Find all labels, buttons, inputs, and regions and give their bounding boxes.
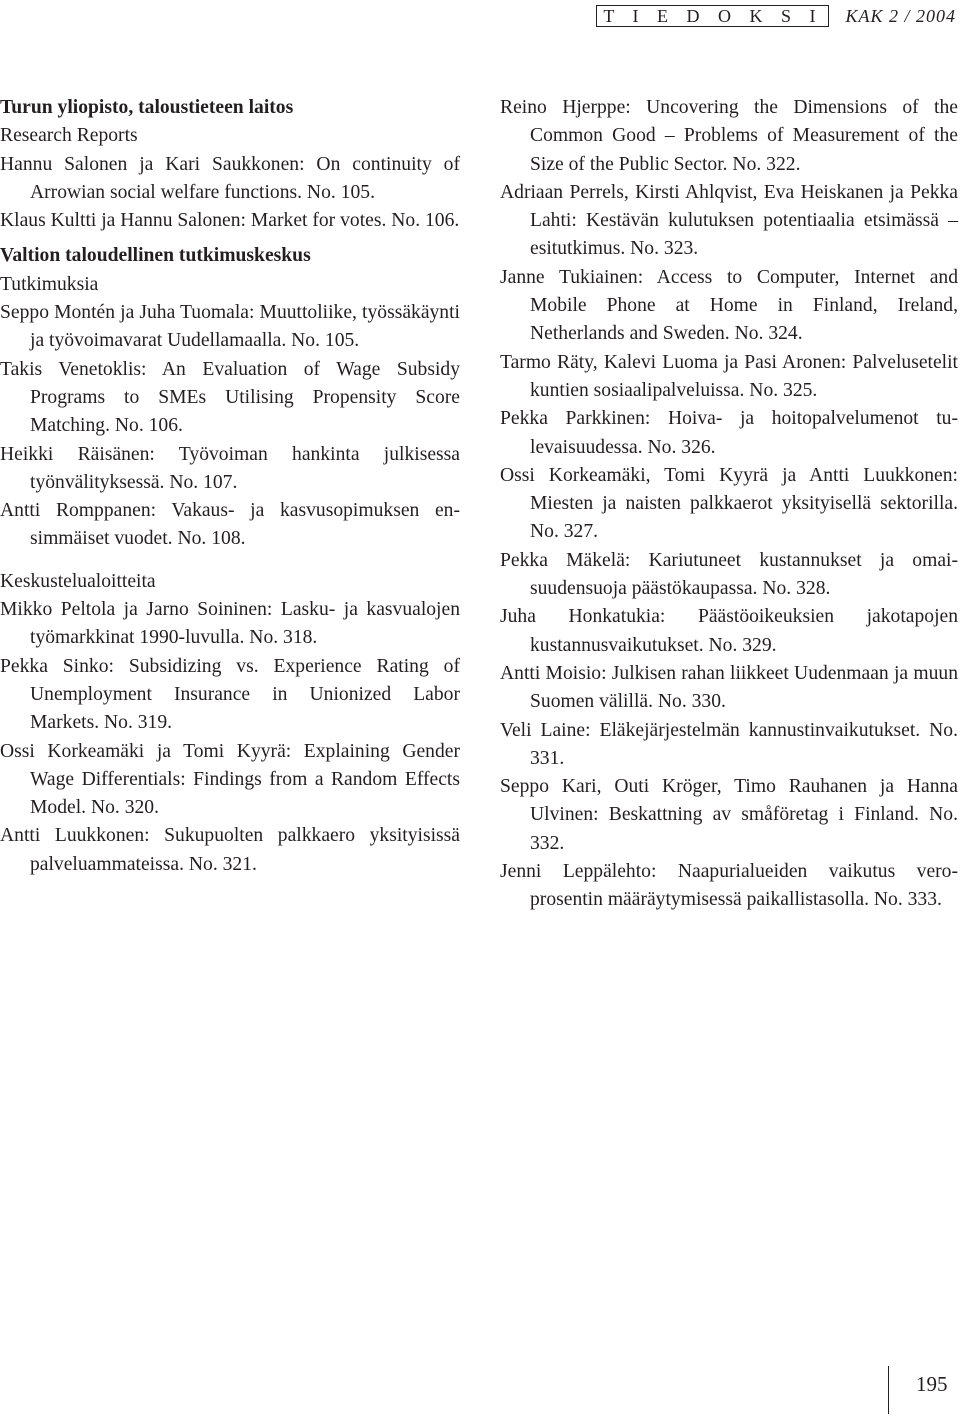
list-item: Jenni Leppälehto: Naapurialueiden vaikutus veroprosentin määräytymisessä paikallistasolla. No. 333.: [500, 861, 958, 911]
section-subtitle: Keskustelualoitteita: [0, 570, 156, 592]
section-vatt-tutkimuksia: [0, 242, 460, 553]
list-item: Seppo Montén ja Juha Tuomala: Muuttoliike, työssäkäynti ja työvoimavarat Uudellamaalla. No. 105.: [0, 302, 460, 352]
list-item: Reino Hjerppe: Uncovering the Dimensions of the Common Good – Problems of Measurement of the Size of the Public Sector. No. 322.: [500, 97, 958, 175]
section-title: Turun yliopisto, taloustieteen laitos: [0, 97, 294, 118]
page-number: 195: [916, 1372, 948, 1396]
list-item: Pekka Parkkinen: Hoiva- ja hoitopalvelumenot tulevaisuudessa. No. 326.: [500, 408, 958, 458]
section-keskustelualoitteita: [0, 568, 460, 879]
list-item: Veli Laine: Eläkejärjestelmän kannustinvaikutukset. No. 331.: [500, 719, 958, 769]
list-item: Antti Moisio: Julkisen rahan liikkeet Uudenmaan ja muun Suomen välillä. No. 330.: [500, 662, 958, 713]
list-item: Ossi Korkeamäki, Tomi Kyyrä ja Antti Luukkonen: Miesten ja naisten palkkaerot yksityisellä sektorilla. No. 327.: [500, 464, 958, 543]
page-number-rule: [888, 1366, 889, 1414]
list-item: Juha Honkatukia: Päästöoikeuksien jakotapojen kustannusvaikutukset. No. 329.: [500, 606, 958, 656]
section-subtitle: Tutkimuksia: [0, 273, 99, 295]
list-item: Mikko Peltola ja Jarno Soininen: Lasku- ja kasvualojen työmarkkinat 1990-luvulla. No. 318.: [0, 599, 460, 649]
section-label: T I E D O K S I: [596, 5, 829, 27]
section-turku-research-reports: [0, 94, 460, 235]
issue-label: KAK 2 / 2004: [845, 6, 956, 26]
list-item: Pekka Mäkelä: Kariutuneet kustannukset ja omaisuudensuoja päästökaupassa. No. 328.: [500, 549, 958, 600]
list-item: Adriaan Perrels, Kirsti Ahlqvist, Eva Heiskanen ja Pekka Lahti: Kestävän kulutuksen potentiaalia etsimässä – esitutkimus. No. 323.: [500, 181, 958, 260]
running-header: [596, 4, 956, 28]
section-title: Valtion taloudellinen tutkimuskeskus: [0, 245, 311, 267]
list-item: Takis Venetoklis: An Evaluation of Wage Subsidy Programs to SMEs Utilising Propensity Score Matching. No. 106.: [0, 358, 460, 437]
left-column: [0, 94, 460, 893]
list-item: Antti Luukkonen: Sukupuolten palkkaero yksityisissä palveluammateissa. No. 321.: [0, 825, 460, 875]
list-item: Heikki Räisänen: Työvoiman hankinta julkisessa työnvälityksessä. No. 107.: [0, 443, 460, 493]
right-column: [500, 94, 958, 915]
list-item: Antti Romppanen: Vakaus- ja kasvusopimuksen ensimmäiset vuodet. No. 108.: [0, 500, 460, 550]
list-item: Klaus Kultti ja Hannu Salonen: Market for votes. No. 106.: [0, 210, 460, 232]
list-item: Hannu Salonen ja Kari Saukkonen: On continuity of Arrowian social welfare functions. No. 105.: [0, 153, 460, 203]
list-item: Tarmo Räty, Kalevi Luoma ja Pasi Aronen: Palvelusetelit kuntien sosiaalipalveluissa. No. 325.: [500, 351, 958, 401]
section-subtitle: Research Reports: [0, 125, 138, 147]
list-item: Seppo Kari, Outi Kröger, Timo Rauhanen ja Hanna Ulvinen: Beskattning av småföretag i Finland. No. 332.: [500, 776, 958, 854]
list-item: Janne Tukiainen: Access to Computer, Internet and Mobile Phone at Home in Finland, Ireland, Netherlands and Sweden. No. 324.: [500, 266, 958, 345]
list-item: Pekka Sinko: Subsidizing vs. Experience Rating of Unemployment Insurance in Unionized Labor Markets. No. 319.: [0, 655, 460, 734]
list-item: Ossi Korkeamäki ja Tomi Kyyrä: Explaining Gender Wage Differentials: Findings from a Random Effects Model. No. 320.: [0, 740, 460, 819]
